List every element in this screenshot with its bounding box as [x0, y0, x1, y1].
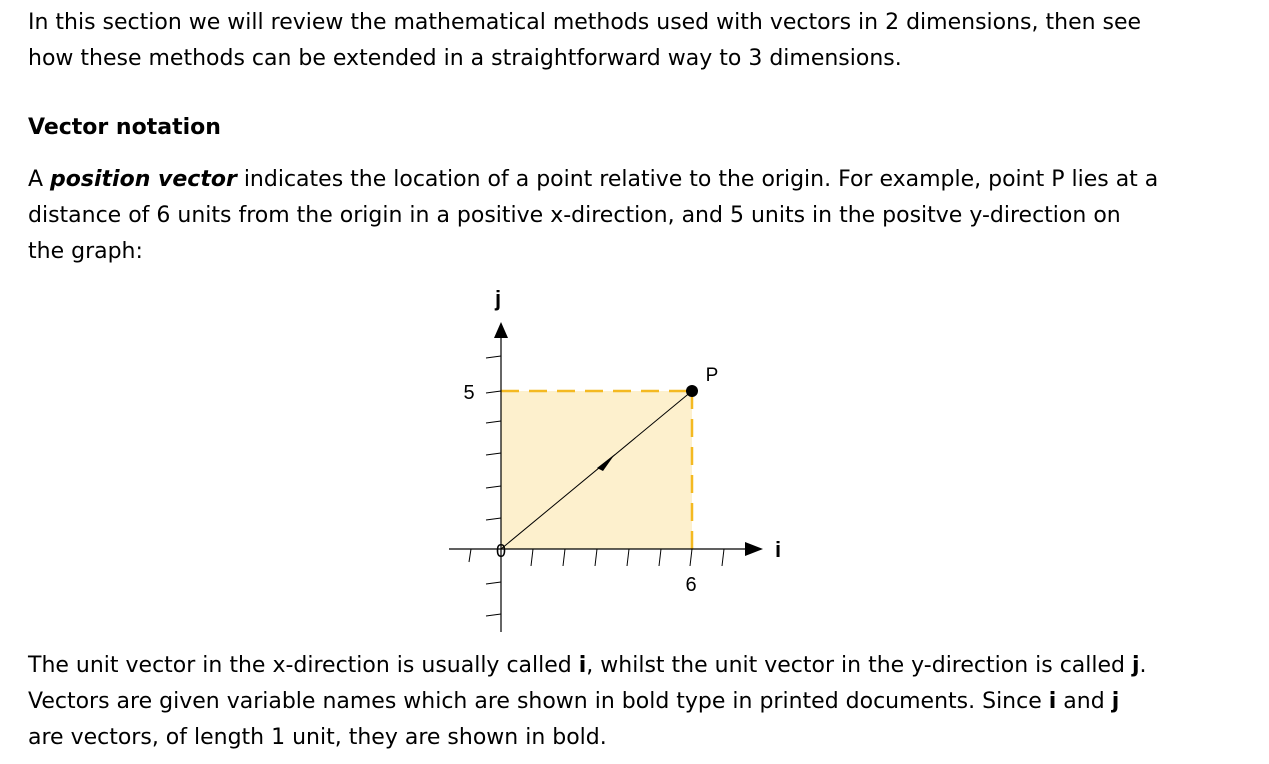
y-axis-arrowhead: [494, 322, 508, 338]
unit-line-1-end: .: [1139, 653, 1147, 678]
x-tick: [690, 549, 692, 566]
unit-vector-paragraph: [28, 648, 1253, 756]
point-p-marker: [686, 385, 698, 397]
y-tick: [486, 453, 501, 455]
unit-line-2-and: and: [1056, 689, 1112, 714]
y-tick: [486, 582, 501, 584]
x-axis-arrowhead: [745, 542, 763, 556]
unit-vector-i: i: [578, 653, 587, 678]
position-line-1-end: indicates the location of a point relative to the origin. For example, point P lies at a: [236, 167, 1159, 192]
y-tick: [486, 614, 501, 616]
x-tick: [563, 549, 565, 566]
position-line-3: the graph:: [28, 239, 143, 264]
position-line-2: distance of 6 units from the origin in a positive x-direction, and 5 units in the positve y-direction on: [28, 203, 1121, 228]
y-tick: [486, 518, 501, 520]
y-tick: [486, 486, 501, 488]
y-tick: [486, 356, 501, 358]
unit-line-3: are vectors, of length 1 unit, they are shown in bold.: [28, 725, 607, 750]
x-tick: [722, 549, 724, 566]
x-tick-label-6: 6: [685, 574, 697, 596]
origin-label: 0: [495, 541, 507, 561]
intro-line-1: In this section we will review the mathematical methods used with vectors in 2 dimensions, then see: [28, 10, 1142, 35]
unit-line-2: [28, 684, 1253, 720]
unit-line-1-middle: , whilst the unit vector in the y-direction is called: [586, 653, 1132, 678]
unit-line-2-i: i: [1048, 689, 1057, 714]
x-tick: [627, 549, 629, 566]
intro-line-2: how these methods can be extended in a straightforward way to 3 dimensions.: [28, 46, 902, 71]
section-heading: Vector notation: [28, 115, 221, 140]
y-axis-label: j: [494, 286, 502, 311]
x-tick: [595, 549, 597, 566]
y-tick: [486, 391, 501, 393]
position-line-1-start: A: [28, 167, 51, 192]
unit-line-2-j: j: [1111, 689, 1120, 714]
x-tick: [659, 549, 661, 566]
y-tick-label-5: 5: [463, 382, 475, 404]
unit-line-2-start: Vectors are given variable names which are shown in bold type in printed documents. Since: [28, 689, 1049, 714]
y-tick: [486, 421, 501, 423]
unit-vector-j: j: [1132, 653, 1140, 678]
x-axis-label: i: [774, 537, 782, 562]
position-vector-term: position vector: [50, 167, 237, 192]
x-tick: [531, 549, 533, 566]
x-ticks: [469, 549, 724, 566]
x-tick: [469, 549, 471, 562]
point-p-label: P: [705, 365, 719, 386]
y-ticks: [486, 356, 501, 616]
unit-line-1: [28, 648, 1253, 684]
unit-line-1-start: The unit vector in the x-direction is usually called: [28, 653, 579, 678]
